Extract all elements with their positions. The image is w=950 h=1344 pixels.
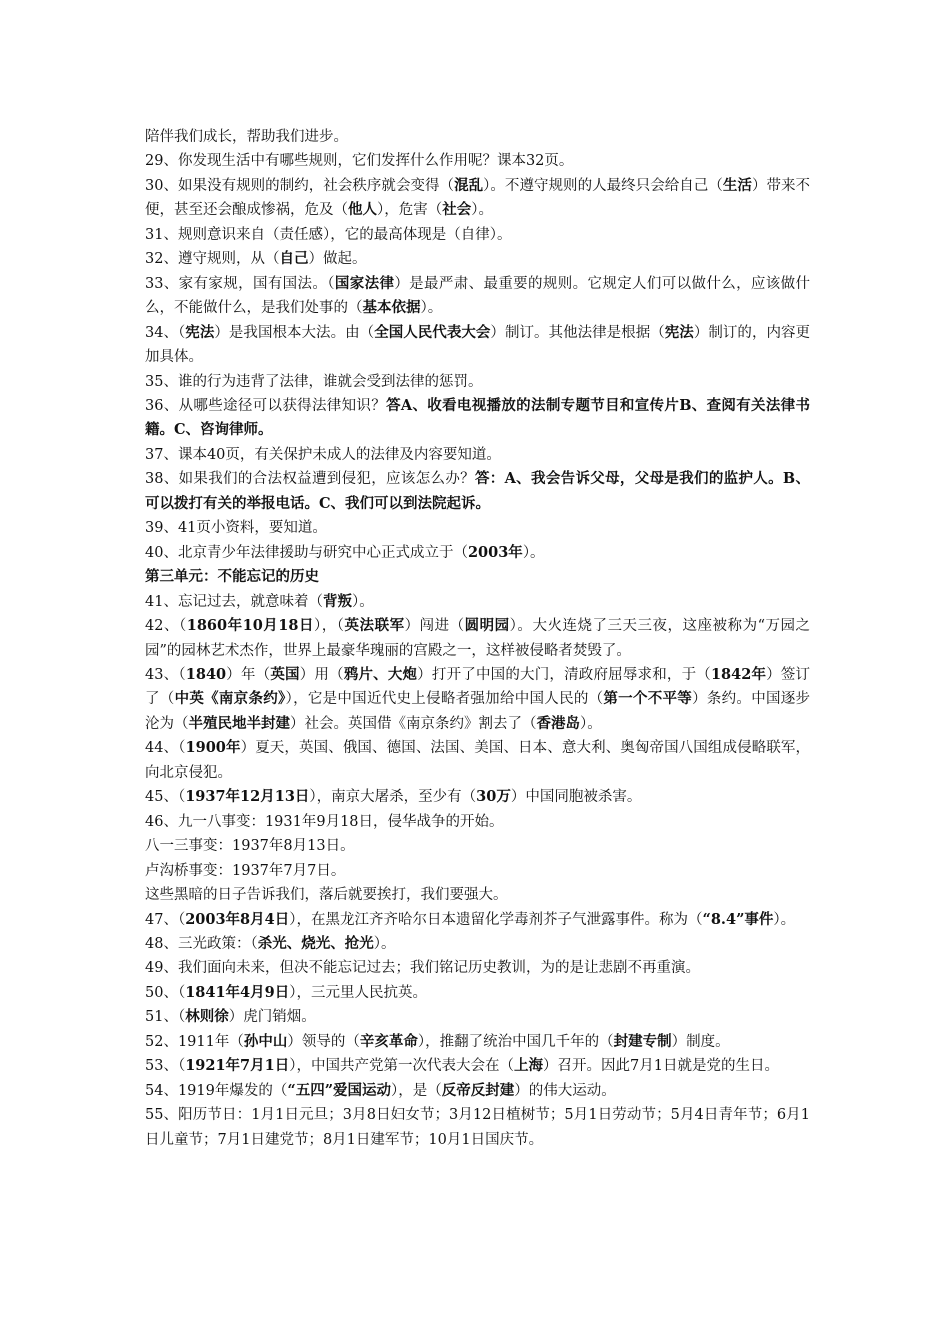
text-run: ）签订了（ xyxy=(145,666,811,708)
text-run: ）带来不便，甚至还会酿成惨祸，危及（ xyxy=(145,177,811,219)
text-run: 这些黑暗的日子告诉我们，落后就要挨打，我们要强大。 xyxy=(145,887,508,904)
text-run: ）夏天，英国、俄国、德国、法国、美国、日本、意大利、奥匈帝国八国组成侵略联军，向北京侵犯。 xyxy=(145,740,811,781)
text-run: 49、我们面向未来，但决不能忘记过去；我们铭记历史教训，为的是让悲剧不再重演。 xyxy=(145,960,700,977)
paragraph-23 xyxy=(145,908,810,932)
text-run: 30、如果没有规则的制约，社会秩序就会变得（ xyxy=(145,177,455,194)
paragraph-29 xyxy=(145,1054,810,1078)
text-run: 48、三光政策：（ xyxy=(145,935,258,952)
text-run: ）制订的，内容更加具体。 xyxy=(145,324,811,366)
paragraph-17 xyxy=(145,736,810,785)
paragraph-0 xyxy=(145,125,810,149)
bold-text: 林则徐 xyxy=(185,1008,229,1026)
text-run: 37、课本40页，有关保护未成人的法律及内容要知道。 xyxy=(145,446,501,463)
bold-text: 国家法律 xyxy=(334,274,395,292)
text-run: 41、忘记过去，就意味着（ xyxy=(145,593,323,610)
paragraph-6 xyxy=(145,321,810,370)
bold-text: 鸦片、大炮 xyxy=(343,665,418,683)
text-run: 47、（ xyxy=(145,911,186,928)
text-run: ）。 xyxy=(773,911,796,928)
paragraph-18 xyxy=(145,785,810,809)
paragraph-26 xyxy=(145,981,810,1005)
text-run: ）。 xyxy=(580,715,602,732)
bold-text: 第一个不平等 xyxy=(603,690,693,708)
bold-text: 第三单元：不能忘记的历史 xyxy=(145,568,319,586)
text-run: 50、（ xyxy=(145,984,186,1001)
bold-text: 英法联军 xyxy=(344,617,405,635)
paragraph-3 xyxy=(145,223,810,247)
text-run: ）。 xyxy=(351,593,374,610)
bold-text: 宪法 xyxy=(664,323,694,341)
bold-text: 他人 xyxy=(348,201,377,219)
text-run: ），三元里人民抗英。 xyxy=(289,984,427,1001)
text-run: ）虎门销烟。 xyxy=(228,1009,316,1026)
bold-text: 答：A、我会告诉父母，父母是我们的监护人。B、可以拨打有关的举报电话。C、我们可以到法院起诉。 xyxy=(145,470,810,512)
text-run: 44、（ xyxy=(145,740,186,757)
bold-text: 杀光、烧光、抢光 xyxy=(257,934,374,952)
paragraph-21 xyxy=(145,859,810,883)
text-run: ）。不遵守规则的人最终只会给自己（ xyxy=(483,177,723,194)
bold-text: 封建专制 xyxy=(613,1032,672,1050)
bold-text: 社会 xyxy=(442,201,472,219)
paragraph-15 xyxy=(145,614,810,663)
bold-text: 背叛 xyxy=(322,592,352,610)
bold-text: 自己 xyxy=(279,250,309,268)
text-run: ）年（ xyxy=(226,666,271,683)
paragraph-8 xyxy=(145,394,810,443)
text-run: ）。 xyxy=(420,300,443,317)
text-run: ），它是中国近代史上侵略者强加给中国人民的（ xyxy=(285,691,604,708)
paragraph-10 xyxy=(145,467,810,516)
text-run: ）。 xyxy=(373,935,396,952)
bold-text: 辛亥革命 xyxy=(359,1032,418,1050)
bold-text: “8.4”事件 xyxy=(702,910,774,928)
text-run: 31、规则意识来自（责任感），它的最高体现是（自律）。 xyxy=(145,226,512,243)
text-run: 51、（ xyxy=(145,1009,186,1026)
text-run: 35、谁的行为违背了法律，谁就会受到法律的惩罚。 xyxy=(145,373,483,390)
bold-text: 2003年8月4日 xyxy=(185,910,290,928)
bold-text: 1841年4月9日 xyxy=(185,983,290,1001)
bold-text: 全国人民代表大会 xyxy=(374,323,491,341)
bold-text: 宪法 xyxy=(185,323,215,341)
text-run: ）制度。 xyxy=(671,1033,730,1050)
text-run: ），（ xyxy=(314,618,345,635)
text-run: 八一三事变：1937年8月13日。 xyxy=(145,838,355,855)
text-run: 39、41页小资料，要知道。 xyxy=(145,520,327,537)
paragraph-24 xyxy=(145,932,810,956)
text-run: 42、（ xyxy=(145,618,187,635)
bold-text: 基本依据 xyxy=(362,299,421,317)
bold-text: 1921年7月1日 xyxy=(185,1057,290,1075)
text-run: 33、家有家规，国有国法。（ xyxy=(145,275,335,292)
paragraph-25 xyxy=(145,956,810,980)
text-run: 43、（ xyxy=(145,666,186,683)
text-run: ）制订。其他法律是根据（ xyxy=(490,324,665,341)
bold-text: 答A、收看电视播放的法制专题节目和宣传片B、查阅有关法律书籍。C、咨询律师。 xyxy=(145,396,810,439)
bold-text: 1937年12月13日 xyxy=(185,788,310,806)
bold-text: 2003年 xyxy=(467,543,523,561)
text-run: 38、如果我们的合法权益遭到侵犯，应该怎么办？ xyxy=(145,471,475,488)
text-run: 卢沟桥事变：1937年7月7日。 xyxy=(145,862,346,879)
text-run: ）做起。 xyxy=(308,251,367,268)
text-run: 52、1911年（ xyxy=(145,1033,244,1050)
bold-text: 半殖民地半封建 xyxy=(188,714,290,732)
text-run: ）闯进（ xyxy=(404,618,465,635)
text-run: 40、北京青少年法律援助与研究中心正式成立于（ xyxy=(145,544,468,561)
text-run: 45、（ xyxy=(145,789,186,806)
text-run: ）的伟大运动。 xyxy=(514,1082,616,1099)
text-run: ）。 xyxy=(522,544,545,561)
bold-text: 1860年10月18日 xyxy=(186,617,315,635)
text-run: ）社会。英国借《南京条约》割去了（ xyxy=(290,715,537,732)
text-run: ）打开了中国的大门，清政府屈辱求和，于（ xyxy=(417,666,711,683)
text-run: ）中国同胞被杀害。 xyxy=(510,789,642,806)
paragraph-7 xyxy=(145,370,810,394)
document-body xyxy=(145,125,810,1152)
text-run: 29、你发现生活中有哪些规则，它们发挥什么作用呢？课本32页。 xyxy=(145,153,574,170)
bold-text: 英国 xyxy=(270,665,300,683)
bold-text: 1840 xyxy=(185,665,227,683)
bold-text: 上海 xyxy=(514,1057,543,1075)
paragraph-22 xyxy=(145,883,810,907)
paragraph-28 xyxy=(145,1030,810,1054)
text-run: 46、九一八事变：1931年9月18日，侵华战争的开始。 xyxy=(145,813,504,830)
bold-text: 反帝反封建 xyxy=(441,1081,515,1099)
text-run: 54、1919年爆发的（ xyxy=(145,1082,288,1099)
paragraph-19 xyxy=(145,810,810,834)
text-run: 34、（ xyxy=(145,324,186,341)
text-run: ）条约。中国逐步沦为（ xyxy=(145,691,811,732)
text-run: ），中国共产党第一次代表大会在（ xyxy=(289,1058,514,1075)
paragraph-9 xyxy=(145,443,810,467)
bold-text: 孙中山 xyxy=(243,1032,288,1050)
text-run: ）是我国根本大法。由（ xyxy=(214,324,375,341)
text-run: ），危害（ xyxy=(377,202,443,219)
paragraph-31 xyxy=(145,1103,810,1152)
bold-text: 香港岛 xyxy=(536,714,580,732)
paragraph-27 xyxy=(145,1005,810,1029)
paragraph-11 xyxy=(145,516,810,540)
text-run: ）领导的（ xyxy=(287,1033,360,1050)
text-run: ）用（ xyxy=(299,666,344,683)
text-run: ）。 xyxy=(471,202,493,219)
paragraph-30 xyxy=(145,1079,810,1103)
paragraph-12 xyxy=(145,541,810,565)
text-run: 36、从哪些途径可以获得法律知识？ xyxy=(145,397,387,414)
paragraph-20 xyxy=(145,834,810,858)
bold-text: 30万 xyxy=(476,788,511,806)
text-run: ），南京大屠杀，至少有（ xyxy=(309,789,477,806)
bold-text: 1900年 xyxy=(185,739,241,757)
text-run: ），推翻了统治中国几千年的（ xyxy=(417,1033,614,1050)
text-run: ）召开。因此7月1日就是党的生日。 xyxy=(543,1058,779,1075)
text-run: ）。大火连烧了三天三夜，这座被称为“万园之园”的园林艺术杰作，世界上最豪华瑰丽的宫殿之一，这样被侵略者焚毁了。 xyxy=(145,618,811,659)
paragraph-16 xyxy=(145,663,810,736)
text-run: 53、（ xyxy=(145,1058,186,1075)
paragraph-1 xyxy=(145,149,810,173)
bold-text: 圆明园 xyxy=(464,617,510,635)
text-run: ）是最严肃、最重要的规则。它规定人们可以做什么，应该做什么，不能做什么，是我们处事的（ xyxy=(145,275,811,317)
paragraph-2 xyxy=(145,174,810,223)
bold-text: “五四”爱国运动 xyxy=(287,1081,392,1099)
bold-text: 中英《南京条约》 xyxy=(174,690,286,708)
text-run: ），是（ xyxy=(391,1082,442,1099)
paragraph-5 xyxy=(145,272,810,321)
paragraph-14 xyxy=(145,590,810,614)
text-run: 55、阳历节日：1月1日元旦；3月8日妇女节；3月12日植树节；5月1日劳动节；5月4日青年节；6月1日儿童节；7月1日建党节；8月1日建军节；10月1日国庆节。 xyxy=(145,1107,810,1148)
bold-text: 混乱 xyxy=(454,176,484,194)
bold-text: 生活 xyxy=(722,176,752,194)
text-run: 陪伴我们成长，帮助我们进步。 xyxy=(145,129,348,145)
paragraph-13 xyxy=(145,565,810,589)
paragraph-4 xyxy=(145,247,810,271)
bold-text: 1842年 xyxy=(710,665,767,683)
text-run: ），在黑龙江齐齐哈尔日本遗留化学毒剂芥子气泄露事件。称为（ xyxy=(289,911,703,928)
text-run: 32、遵守规则，从（ xyxy=(145,251,280,268)
